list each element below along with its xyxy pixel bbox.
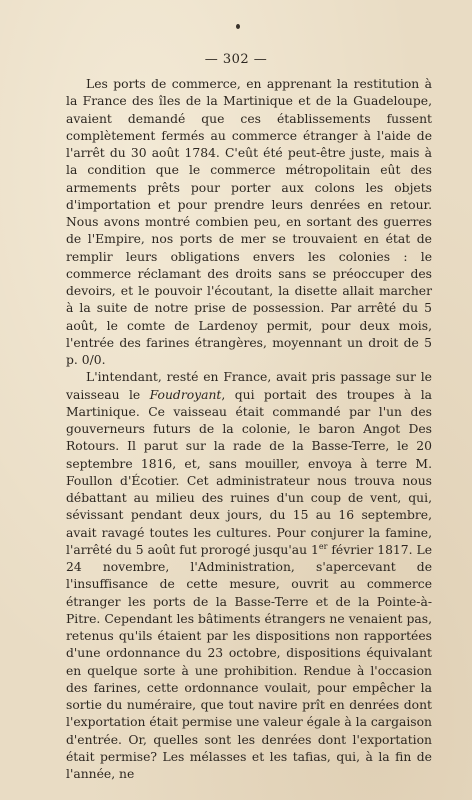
page-number: — 302 —	[204, 52, 268, 67]
paragraph-intendant-ending: février 1817. Le 24 novembre, l'Administration, s'apercevant de l'insuffisance de cette mesure, ouvrit au commerce étranger les ports de la Basse-Terre et de la Pointe-à-Pitre. Cependant les bâtiments étrangers ne venaient pas, retenus qu'ils étaient par les dispositions non rapportées d'une ordonnance du 23 octobre, dispositions équivalant en quelque sorte à une prohibition. Rendue à l'occasion des farines, cette ordonnance voulait, pour empêcher la sortie du numéraire, que tout navire prît en denrées dont l'exportation était permise une valeur égale à la cargaison d'entrée. Or, quelles sont les denrées dont l'exportation était permise? Les mélasses et les tafias, qui, à la fin de l'année, ne	[66, 542, 432, 781]
paragraph-intendant-middle: , qui portait des troupes à la Martinique. Ce vaisseau était commandé par l'un des gouverneurs futurs de la colonie, le baron Angot Des Rotours. Il parut sur la rade de la Basse-Terre, le 20 septembre 1816, et, sans mouiller, envoya à terre M. Foullon d'Écotier. Cet administrateur nous trouva nous débattant au milieu des ruines d'un coup de vent, qui, sévissant pendant deux jours, du 15 au 16 septembre, avait ravagé toutes les cultures. Pour conjurer la famine, l'arrêté du 5 août fut prorogé jusqu'au 1	[66, 387, 433, 557]
ordinal-superscript: er	[318, 541, 328, 551]
paragraph-intendant-opening: L'intendant, resté en France, avait pris passage sur le vaisseau le	[66, 370, 432, 402]
paragraph-ports-de-commerce: Les ports de commerce, en apprenant la restitution à la France des îles de la Martinique et de la Guadeloupe, avaient demandé que ces établissements fussent complètement fermés au commerce étranger à l'aide de l'arrêt du 30 août 1784. C'eût été peut-être juste, mais à la condition que le commerce métropolitain eût des armements prêts pour porter aux colons les objets d'importation et pour prendre leurs denrées en retour. Nous avons montré combien peu, en sortant des guerres de l'Empire, nos ports de mer se trouvaient en état de remplir leurs obligations envers les colonies : le commerce réclamant des droits sans se préoccuper des devoirs, et le pouvoir l'écoutant, la disette allait marcher à la suite de notre prise de possession. Par arrêté du 5 août, le comte de Lardenoy permit, pour deux mois, l'entrée des farines étrangères, moyennant un droit de 5 p. 0/0.	[66, 77, 432, 367]
ship-name-foudroyant: Foudroyant	[149, 387, 222, 402]
ink-speck	[236, 24, 240, 29]
paragraph-intendant	[66, 369, 432, 783]
body-text	[66, 76, 432, 783]
